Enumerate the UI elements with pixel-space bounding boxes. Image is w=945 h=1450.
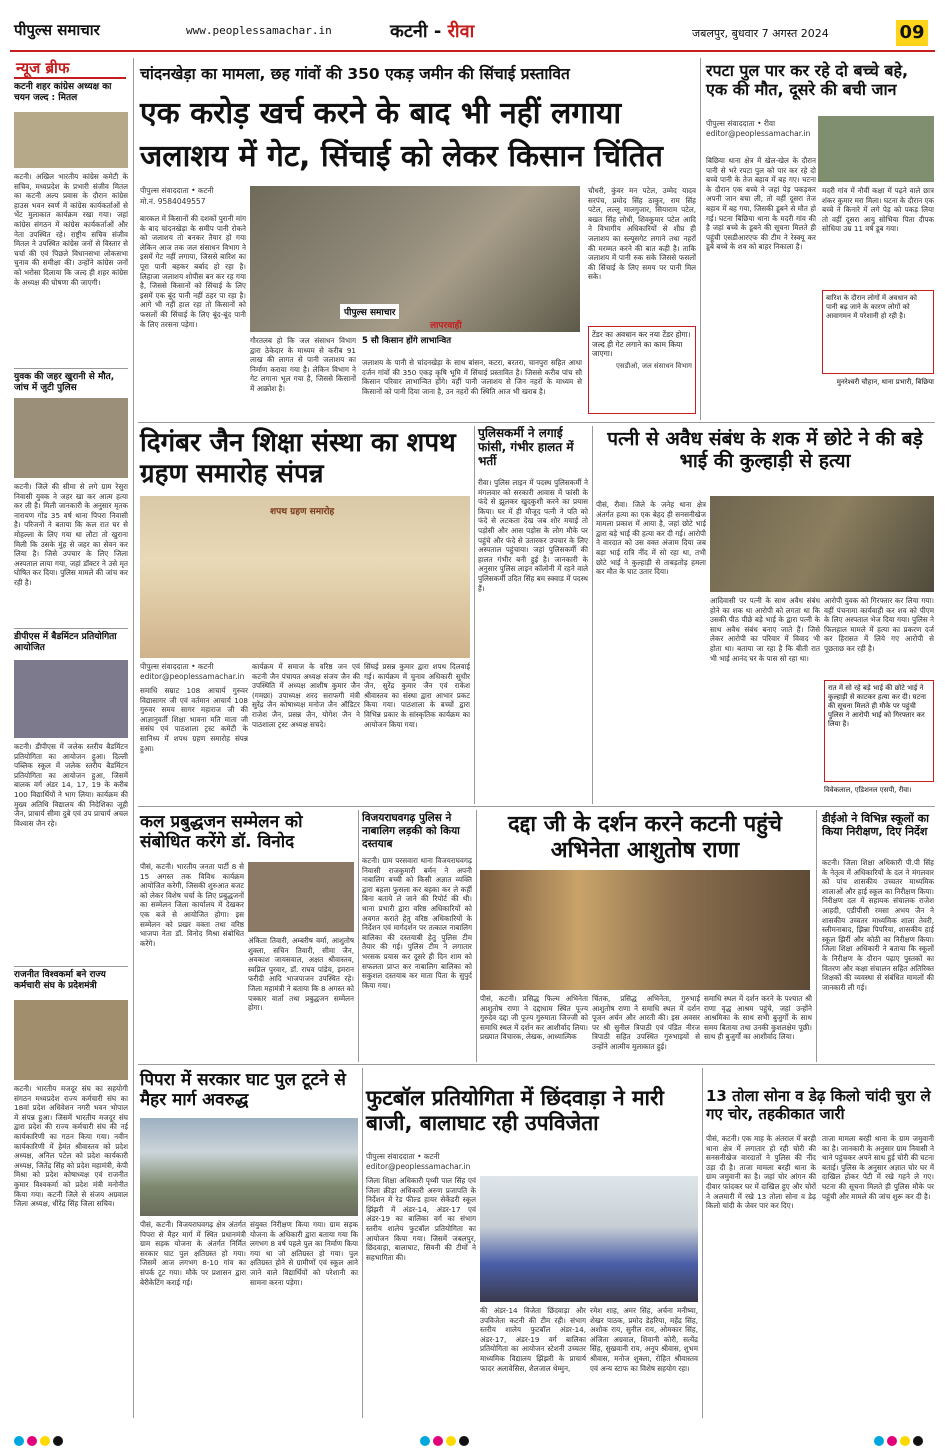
story-text: पीसं, कटनी। विजयराघवगढ़ क्षेत्र अंतर्गत पिपरा से मैहर मार्ग में स्थित प्रधानमंत्री ग्राम सड़क योजना के अंतर्गत निर्मित सरकार घाट पुल क्षतिग्रस्त हो गया। जिसमें आज लगभग 8-10 गांव का संपर्क टूट गया। मौके पर प्रशासन द्वारा बेरीकेटिंग कराई गई। bbox=[140, 1220, 246, 1287]
byline: पीपुल्स संवाददाता • कटनी bbox=[140, 662, 214, 671]
byline: पीपुल्स संवाददाता • कटनी bbox=[366, 1152, 440, 1161]
axe-headline: पत्नी से अवैध संबंध के शक में छोटे ने की बड़े भाई की कुल्हाड़ी से हत्या bbox=[607, 428, 923, 473]
edition-city-rewa: रीवा bbox=[447, 21, 475, 42]
note-text: रात में सो रहे बड़े भाई की छोटे भाई ने कुल्हाड़ी से काटकर हत्या कर दी। घटना की सूचना मिलते ही मौके पर पहुंची पुलिस ने आरोपी भाई को गिरफ्तार कर लिया है। bbox=[828, 684, 926, 728]
divider bbox=[14, 628, 128, 629]
column-rule bbox=[476, 810, 477, 1062]
story-text: कटनी। जिला शिक्षा अधिकारी पी.पी सिंह के नेतृत्व में अधिकारियों के दल ने मंगलवार को पांच शासकीय उच्चतर माध्यमिक शालाओं और हाई स्कूल का निरीक्षण किया। निरीक्षण दल में सहायक संचालक राजेश आहदी, एडीपीसी रमसा अभय जैन ने शासकीय उच्चतर माध्यमिक शाला तेवरी, स्लीमनाबाद, झिन्ना पिपरिया, शासकीय हाई स्कूल झिर्री और कोठी का निरीक्षण किया। जिला शिक्षा अधिकारी ने बताया कि स्कूलों के निरीक्षण के दौरान पढ़ाए पुस्तकों का वितरण और कक्षा संचालन सहित अतिरिक्त शिक्षकों की व्यवस्था से संबंधित मामलों की जानकारी ली गई। bbox=[822, 858, 934, 992]
story-text: समाधि स्थल में दर्शन करने के पश्चात श्री राणा वृद्ध आश्रम पहुंचे, जहां उन्होंने आश्रमिका के साथ सभी बुजुर्गों के साथ समय बिताया तथा उनकी कुशलक्षेम पूछी। साथ ही बुजुर्गों का आशीर्वाद लिया। bbox=[704, 994, 812, 1042]
rescue-photo bbox=[818, 116, 934, 182]
story-text: सिंघई प्रसन्न कुमार द्वारा शपथ दिलवाई गई। कार्यक्रम में चुनाव अधिकारी सुधीर जैन, सुरेंद्र कुमार जैन एवं राकेश श्रीवास्तव का संस्था द्वारा आभार प्रकट किया गया। पाठशाला के बच्चों द्वारा विभिन्न प्रकार के सांस्कृतिक कार्यक्रम का आयोजन किया गया। bbox=[364, 662, 470, 729]
email[interactable]: editor@peoplessamachar.in bbox=[706, 129, 811, 138]
brief-title: राजनीत विश्वकर्मा बने राज्य कर्मचारी संघ के प्रदेशमंत्री bbox=[14, 970, 106, 991]
prabuddh-headline: कल प्रबुद्धजन सम्मेलन को संबोधित करेंगे डॉ. विनोद bbox=[140, 812, 303, 853]
column-rule bbox=[474, 426, 475, 804]
jain-headline: दिगंबर जैन शिक्षा संस्था का शपथ ग्रहण समारोह संपन्न bbox=[140, 428, 456, 489]
brief-rule bbox=[14, 77, 126, 79]
story-text: पीसं, रीवा। जिले के जनेह थाना क्षेत्र अंतर्गत हत्या का एक बेहद ही सनसनीखेज मामला प्रकाश में आया है, जहां छोटे भाई द्वारा बड़े भाई की हत्या कर दी गई। आरोपी ने वारदात को उस वक्त अंजाम दिया जब बड़ा भाई रात्रि नींद में सो रहा था, तभी छोटे भाई ने कुल्हाड़ी से ताबड़तोड़ हमला कर मौत के घाट उतार दिया। bbox=[596, 500, 706, 577]
actor-photo bbox=[480, 870, 810, 990]
brief-photo bbox=[14, 112, 128, 168]
column-rule bbox=[362, 1068, 363, 1418]
reservoir-photo bbox=[250, 186, 580, 332]
note-author: मुनरेश्वरी चौहान, थाना प्रभारी, बिछिया bbox=[836, 378, 934, 386]
gold-headline: 13 तोला सोना व डेढ़ किलो चांदी चुरा ले गए चोर, तहकीकात जारी bbox=[706, 1087, 931, 1123]
note-box bbox=[822, 290, 934, 374]
quote-box bbox=[588, 326, 696, 414]
phone: मो.नं. 9584049557 bbox=[140, 197, 206, 206]
football-headline: फुटबॉल प्रतियोगिता में छिंदवाड़ा ने मारी बाजी, बालाघाट रही उपविजेता bbox=[366, 1086, 664, 1135]
divider bbox=[14, 368, 128, 369]
brief-title: युवक की जहर खुरानी से मौत, जांच में जुटी पुलिस bbox=[14, 372, 115, 393]
email[interactable]: editor@peoplessamachar.in bbox=[366, 1162, 471, 1171]
issue-date: जबलपुर, बुधवार 7 अगस्त 2024 bbox=[692, 27, 829, 40]
newspaper-logo: पीपुल्स समाचार bbox=[14, 21, 100, 39]
section-rule bbox=[138, 1064, 935, 1065]
story-text: जिला शिक्षा अधिकारी पृथ्वी पाल सिंह एवं जिला क्रीड़ा अधिकारी अरुण प्रजापति के निर्देशन में रेड फील्ड हायर सेकेंडरी स्कूल झिंझरी में अंडर-14, अंडर-17 एवं अंडर-19 का बालिका वर्ग का संभाग स्तरीय शालेय फुटबॉल प्रतियोगिता का आयोजन किया गया। जिसमें जबलपुर, छिंदवाड़ा, बालाघाट, सिवनी की टीमों ने सहभागिता की। bbox=[366, 1176, 476, 1262]
story-text: संयुक्त निरीक्षण किया गया। ग्राम सड़क योजना के अधिकारी द्वारा बताया गया कि लगभग 8 वर्ष पहले पुल का निर्माण किया गया था जो क्षतिग्रस्त हो गया। पुल क्षतिग्रस्त होने से ग्रामीणों एवं स्कूल आने जाने वाले विद्यार्थियों को परेशानी का सामना करना पड़ेगा। bbox=[250, 1220, 358, 1287]
brief-title: डीपीएस में बैडमिंटन प्रतियोगिता आयोजित bbox=[14, 632, 117, 653]
divider bbox=[14, 966, 128, 967]
vijay-headline: विजयराघवगढ़ पुलिस ने नाबालिग लड़की को किया दस्तयाब bbox=[362, 812, 460, 850]
ceremony-photo bbox=[140, 496, 470, 658]
byline: पीपुल्स संवाददाता • कटनी bbox=[140, 186, 214, 195]
note-text: बारिश के दौरान लोगों में अवधान को पानी बढ़ जाने के कारण लोगों को आवागमन में परेशानी हो रही है। bbox=[826, 294, 917, 320]
story-text: रमेश शाह, अमर सिंह, अर्चना मनीष्या, शेखर पाठक, प्रमोद डेहरिया, महेंद्र सिंह, अशोक राय, सुनील राय, ओमकार सिंह, अंजिता अग्रवाल, शिवानी कोरी, सत्येंद्र सिंह, सुखवानी राय, अनूप श्रीवास, शुभम श्रीवास, मनोज शुक्ला, रोहित श्रीवास्तव एवं अन्य स्टाफ का विशेष सहयोग रहा। bbox=[590, 1306, 698, 1373]
photo-logo: पीपुल्स समाचार bbox=[340, 304, 399, 319]
section-rule bbox=[138, 806, 935, 807]
story-text: आदिवासी पर पत्नी के साथ अवैध संबंध होने का शक था आरोपी को लगता था कि उसकी पीठ पीछे बड़े भाई के द्वारा पत्नी के साथ अवैध संबंध बनाए जाते हैं। जिसे लेकर आरोपी का परिवार में विवाद भी होता था। बताया जा रहा है कि बीती रात भी भाई आनंद घर के पास सो रहा था। bbox=[710, 596, 820, 663]
banner-text: शपथ ग्रहण समारोह bbox=[270, 507, 335, 517]
pipra-headline: पिपरा में सरकार घाट पुल टूटने से मैहर मार्ग अवरुद्ध bbox=[140, 1070, 346, 1111]
story-text: की अंडर-14 विजेता छिंदवाड़ा और उपविजेता कटनी की टीम रही। संभाग स्तरीय शालेय फुटबॉल अंडर-14, अंडर-17, अंडर-19 वर्ग बालिका प्रतियोगिता का आयोजन स्टेशनी उच्चतर माध्यमिक विद्यालय झिंझरी के प्राचार्य फादर अलावेसिस, शैलजाल थेम्मुन, bbox=[480, 1306, 586, 1373]
column-rule bbox=[133, 58, 134, 1418]
print-registration-bar bbox=[0, 1428, 945, 1445]
column-rule bbox=[700, 58, 701, 420]
top-story-headline: एक करोड़ खर्च करने के बाद भी नहीं लगाया bbox=[140, 96, 622, 131]
brief-title: कटनी शहर कांग्रेस अध्यक्ष का चयन जल्द : मितल bbox=[14, 82, 112, 103]
section-rule bbox=[138, 422, 935, 423]
column-rule bbox=[702, 1068, 703, 1418]
story-text: ताजा मामला बरही थाना के ग्राम जमुवानी का है। जानकारी के अनुसार ग्राम निवासी ने थाने पहुंचकर अपने साथ हुई चोरी की घटना बताई। पुलिस के अनुसार अज्ञात चोर घर में दाखिल होकर पेटी में रखे गहने ले गए। घटना की सूचना मिलते ही पुलिस मौके पर पहुंची और मामले की जांच शुरू कर दी है। bbox=[822, 1134, 934, 1201]
dadda-headline: दद्दा जी के दर्शन करने कटनी पहुंचे अभिनेता आशुतोष राणा bbox=[508, 812, 782, 863]
quote-author: एसडीओ, जल संसाधन विभाग bbox=[615, 361, 692, 370]
story-text: चौधरी, कुंवर मन पटेल, उम्मेद यादव सरपंच, प्रमोद सिंह ठाकुर, राम सिंह पटेल, लल्लू मालगुजार, सियाराम पटेल, बखत सिंह लोधी, शिवकुमार पटेल आदि ने विभागीय अधिकारियों से शीघ्र ही जलाशय का स्ल्यूसगेट लगाने तथा नहरों की मरम्मत करने की बात कही है। ताकि जलाशय में पानी रुक सके जिससे फसलों की सिंचाई के लिए समय पर पानी मिल सके। bbox=[588, 186, 696, 282]
story-text: अंकिता तिवारी, अम्बरीष वर्मा, आशुतोष शुक्ला, सचिन तिवारी, सीमा जैन, अवकाश जायसवाल, अक्षत श्रीवास्तव, स्वप्निल पुरवार, डॉ. राघव पांडेय, इमरान फरीदी आदि भाजपाजन उपस्थित रहे। जिला महामंत्री ने बताया कि 8 अगस्त को पत्रकार वार्ता तथा प्रबुद्धजन सम्मेलन होगा। bbox=[248, 936, 354, 1013]
news-brief-heading: न्यूज ब्रीफ bbox=[16, 59, 70, 77]
byline: पीपुल्स संवाददाता • रीवा bbox=[706, 119, 776, 128]
top-story-strap: चांदनखेड़ा का मामला, छह गांवों की 350 एकड़ जमीन की सिंचाई प्रस्तावित bbox=[140, 62, 690, 84]
story-text: पीसं, कटनी। भारतीय जनता पार्टी 8 से 15 अगस्त तक विविध कार्यक्रम आयोजित करेगी, जिसकी शुरुआत बजट को लेकर विशेष चर्चा के लिए प्रबुद्धजनों का सम्मेलन जिला कार्यालय में देखकर एक बजे से आयोजित होगा। इस सम्मेलन को प्रखर वक्ता तथा वरिष्ठ भाजपा नेता डॉ. विनोद मिश्रा संबोधित करेंगे। bbox=[140, 862, 244, 948]
story-text: कार्यक्रम में समाज के वरिष्ठ जन एवं कटनी जैन पंचायत अध्यक्ष संजय जैन की उपस्थिति में अध्यक्ष आशीष कुमार जैन (गमछा) उपाध्यक्ष शरद सराफगी मंत्री सुरेंद्र जैन कोषाध्यक्ष मनोज जैन ऑडिटर राजेश जैन, प्रसन्न जैन, योगेश जैन ने पाठशाला ट्रस्ट अध्यक्ष सचदे। bbox=[252, 662, 360, 729]
story-text: बारकल में किसानों की दशकों पुरानी मांग के बाद चांदनखेड़ा के समीप पानी रोकने को जलाशय तो बनकर तैयार हो गया लेकिन आज तक जल संसाधन विभाग ने इसमें गेट नहीं लगाया, जिससे बारिश का पूरा पानी बहकर बर्बाद हो रहा है। लिहाजा जलाशय शोपीस बन कर रह गया है, जिससे किसानों को सिंचाई के लिए इसमें एक बूंद पानी नहीं ठहर पा रहा है। आगे भी नहीं हाल रहा तो किसानों को फसलों की सिंचाई के लिए बूंद-बूंद पानी के लिए तरसना पड़ेगा। bbox=[140, 214, 246, 329]
column-rule bbox=[358, 810, 359, 1062]
crime-scene-photo bbox=[710, 496, 934, 592]
brief-photo bbox=[14, 398, 128, 478]
brief-text: कटनी। भारतीय मजदूर संघ का सहयोगी संगठन मध्यप्रदेश राज्य कर्मचारी संघ का 18वां प्रदेश अधिवेशन नगरी भवन भोपाल में संपन्न हुआ। जिसमें भारतीय मजदूर संघ द्वारा प्रदेश की राज्य कर्मचारी संघ की नई कार्यकारिणी का गठन किया गया। नवीन कार्यकारिणी में हेमंत श्रीवास्तव को प्रदेश अध्यक्ष, अनिल पटेल को प्रदेश कार्यकारी अध्यक्ष, जितेंद्र सिंह को प्रदेश महामंत्री, केपी मिश्रा को प्रदेश कोषाध्यक्ष एवं राजनीत कुमार विश्वकर्मा को प्रदेश मंत्री मनोनीत किया गया। कटनी जिले से संजय अग्रवाल जिला अध्यक्ष, धीरेंद्र सिंह जिला सचिव। bbox=[14, 1084, 128, 1209]
deo-headline: डीईओ ने विभिन्न स्कूलों का किया निरीक्षण, दिए निर्देश bbox=[822, 812, 929, 838]
story-subhead: 5 सौ किसान होंगे लाभान्वित bbox=[362, 336, 452, 346]
story-text: मदरी गांव में नौवीं कक्षा में पढ़ने वाले छात्र शंकर कुमार मरा मिला। घटना के दौरान एक बच्चे ने किनारे में लगे पेड़ को पकड़ लिया तो वहीं दूसरा आयु सोभिया पिता दीपक सोधिया उम्र 11 वर्ष डूब गया। bbox=[822, 186, 934, 234]
police-headline: पुलिसकर्मी ने लगाई फांसी, गंभीर हालत में भर्ती bbox=[478, 426, 574, 468]
column-rule bbox=[592, 426, 593, 804]
column-rule bbox=[816, 810, 817, 1062]
brief-text: कटनी। अखिल भारतीय कांग्रेस कमेटी के सचिव, मध्यप्रदेश के प्रभारी संजीव मितल का कटनी अल्प प्रवास के दौरान कांग्रेस हाउस भवन स्वर्ण में कांग्रेस कार्यकर्ताओं से भेंट मुलाकात कार्यक्रम रखा गया। जहां कांग्रेस संगठन में कांग्रेस कार्यकर्ताओं और नेता उपस्थित रहे। राष्ट्रीय सचिव संजीव मितल ने उपस्थित कांग्रेस जनों से विस्तार से चर्चा की एवं पिछले विधानसभा लोकसभा चुनाव की समीक्षा की। उन्होंने कांग्रेस जनों को भरोसा दिलाया कि जल्द ही शहर कांग्रेस के अध्यक्ष की घोषणा की जाएगी। bbox=[14, 172, 128, 287]
brief-text: कटनी। जिले की सीमा से लगे ग्राम रेसुरा निवासी युवक ने जहर खा कर आत्म हत्या कर ली है। मिली जानकारी के अनुसार मृतक नारायण गोंड 35 वर्ष थाना पिपरा निवासी है। परिजनों ने बताया कि कल रात घर से मोहल्ला के लिए गया था लौटा तो खुराना मिली कि उसके मुंह से जहर का सेवन कर लिया है। जिसे उपचार के लिए जिला अस्पताल लाया गया, जहां डॉक्टर ने उसे मृत घोषित कर दिया। पुलिस मामले की जांच कर रही है। bbox=[14, 482, 128, 587]
story-text: चिंतक, प्रसिद्ध अभिनेता, गुरुभाई आशुतोष राणा ने समाधि स्थल में दर्शन पूजन अर्चन और आरती की। इस अवसर पर श्री सुनील त्रिपाठी एवं पंडित नीरज त्रिपाठी सहित उपस्थित गुरुभाइयों से उन्होंने आत्मीय मुलाकात हुई। bbox=[592, 994, 700, 1051]
brief-photo bbox=[14, 660, 128, 738]
bridge-photo bbox=[140, 1118, 358, 1216]
note-author: विवेकलाल, एडिशनल एसपी, रीवा। bbox=[824, 786, 912, 794]
rapta-headline: रपटा पुल पार कर रहे दो बच्चे बहे, एक की मौत, दूसरे की बची जान bbox=[706, 61, 909, 99]
story-text: जलाशय के पानी से चांदनखेड़ा के साथ बांसन, कटरा, बरतरा, चानपुरा सहित आधा दर्जन गांवों की 350 एकड़ कृषि भूमि में सिंचाई प्रस्तावित है। जिससे करीब पांच सौ किसान परिवार लाभान्वित होंगे। वहीं पानी जलाशय से जिन नहरों के माध्यम से किसानों को पानी दिया जाना है, उन नहरों की स्थिति आज भी खराब है। bbox=[362, 358, 582, 396]
story-text: बिछिया थाना क्षेत्र में खेल-खेल के दौरान पानी से भरे रपटा पुल को पार कर रहे दो बच्चे पानी के तेज बहाव में बह गए। घटना के दौरान एक बच्चे ने जहां पेड़ पकड़कर अपनी जान बचा ली, तो वहीं दूसरा तेज बहाव में बह गया, जिसकी डूबने से मौत हो गई। घटना बिछिया थाना के मदरी गांव की है जहां बच्चे के डूबने की सूचना मिलते ही पहुंची एसडीआरएफ की टीम ने रेस्क्यू कर डूबे बच्चे के शव को बाहर निकाला है। bbox=[706, 156, 816, 252]
photo-caption: लापरवाही bbox=[430, 321, 462, 331]
story-text: आरोपी युवक को गिरफ्तार कर लिया गया। वहीं पंचनामा कार्यवाही कर शव को पीएम के लिए अस्पताल भेज दिया गया। पुलिस ने फिलहाल मामले में हत्या का प्रकरण दर्ज कर हिरासत में लिये गए आरोपी से पूछताछ कर रही है। bbox=[824, 596, 934, 653]
brief-photo bbox=[14, 1000, 128, 1080]
story-text: पीसं, कटनी। प्रसिद्ध फिल्म अभिनेता आशुतोष राणा ने दद्दाधाम स्थित पूज्य गुरुदेव दद्दा जी पूज्य गुरुमाता जिज्जी को समाधि स्थल में दर्शन कर आशीर्वाद लिया। प्रख्यात विचारक, लेखक, आध्यात्मिक bbox=[480, 994, 588, 1042]
page-number: 09 bbox=[896, 20, 928, 46]
story-text: समाधि सम्राट 108 आचार्य गुरुवर विद्यासागर जी एवं वर्तमान आचार्य 108 गुरुवर समय सागर महाराज जी की आज्ञानुवर्ती शिक्षा भावना मति माता जी ससंघ एवं पाठशाला ट्रस्ट कमेटी के सानिध्य में शपथ ग्रहण समारोह संपन्न हुआ। bbox=[140, 686, 248, 753]
team-photo bbox=[480, 1176, 698, 1302]
meeting-photo bbox=[248, 862, 354, 932]
website-url[interactable]: www.peoplessamachar.in bbox=[186, 24, 332, 37]
story-text: रीवा। पुलिस लाइन में पदस्थ पुलिसकर्मी ने मंगलवार को सरकारी आवास में फांसी के फंदे से झूलकर खुदकुशी करने का प्रयास किया। घर में ही मौजूद पत्नी ने पति को फंदे से लटकता देख जब शोर मचाई तो पड़ोसी और आस पड़ोस के लोग मौके पर पहुंचे और फंदे से उतारकर उपचार के लिए अस्पताल पहुंचाया। जहां पुलिसकर्मी की हालत गंभीर बनी हुई है। जानकारी के अनुसार पुलिस लाइन कॉलोनी में रहने वाले पुलिसकर्मी उदित सिंह बम स्क्वाड में पदस्थ हैं। bbox=[478, 478, 588, 593]
top-story-headline: जलाशय में गेट, सिंचाई को लेकर किसान चिंतित bbox=[140, 139, 663, 174]
brief-text: कटनी। डीपीएस में जलेक स्तरीय बैडमिंटन प्रतियोगिता का आयोजन हुआ। दिल्ली पब्लिक स्कूल में जलेक स्तरीय बैडमिंटन प्रतियोगिता का आयोजन हुआ, जिसमें बालक वर्ग अंडर 14, 17, 19 के करीब 100 विद्यार्थियों ने भाग लिया। कार्यक्रम की मुख्य अतिथि विद्यालय की निदेशिका जूही जैन, प्राचार्य सीमा दुबे एवं उप प्राचार्य अचल विश्वास जैन रहे। bbox=[14, 742, 128, 828]
story-text: गौरतलब हो कि जल संसाधन विभाग द्वारा ठेकेदार के माध्यम से करीब 91 लाख की लागत से पानी जलाशय का निर्माण कराया गया है। लेकिन विभाग ने गेट लगाना भूल गया है, जिससे किसानों में आक्रोश है। bbox=[250, 336, 356, 393]
note-box bbox=[824, 680, 934, 782]
edition-city-katni: कटनी - bbox=[390, 21, 448, 42]
story-text: कटनी। ग्राम परसवारा थाना विजयराघवगढ़ निवासी राजकुमारी बर्मन ने अपनी नाबालिग बच्ची को किसी अज्ञात व्यक्ति द्वारा बहला फुसला कर बहका कर ले कहीं बिना बताये ले जाने की रिपोर्ट की थी। थाना प्रभारी द्वारा वरिष्ठ अधिकारियों को अवगत कराते हेतु वरिष्ठ अधिकारियों के निर्देशन एवं मार्गदर्शन पर तत्काल नाबालिग बालिका की दस्तयाबी हेतु पुलिस टीम तैयार की गई। पुलिस टीम ने लगातार भरसक प्रयास कर दूसरे ही दिन शाम को सफलता प्राप्त कर नाबालिग बालिका को सकुशल दस्तयाब कर माता पिता के सुपुर्द किया गया। bbox=[362, 856, 472, 990]
quote-text: टेंडर का अवधान कर नया टेंडर होगा। जल्द ही गेट लगाने का काम किया जाएगा। bbox=[592, 330, 691, 358]
edition-title bbox=[390, 19, 474, 43]
email[interactable]: editor@peoplessamachar.in bbox=[140, 672, 245, 681]
story-text: पीसं, कटनी। एक माह के अंतराल में बरही थाना क्षेत्र में लगातार हो रही चोरी की सनसनीखेज वारदातों ने पुलिस की नींद उड़ा दी है। ताजा मामला बरही थाना के ग्राम जमुवानी का है। जहां चोर आंगन की दीवार फांदकर घर में दाखिल हुए और चोरों ने अलमारी में रखे 13 तोला सोना व डेढ़ किलो चांदी के जेवर पार कर दिए। bbox=[706, 1134, 816, 1211]
masthead-rule bbox=[10, 50, 935, 52]
